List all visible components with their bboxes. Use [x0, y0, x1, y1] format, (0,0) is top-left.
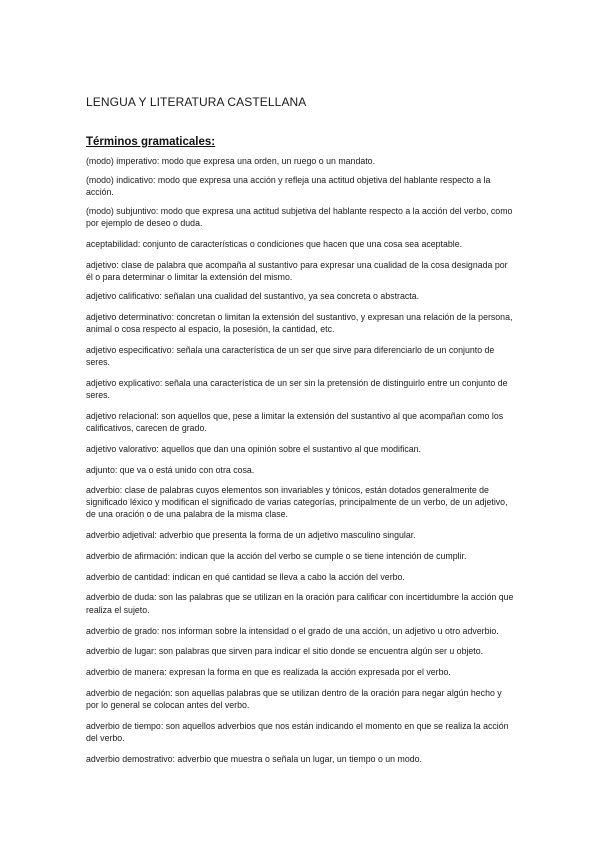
- glossary-entry: adverbio de tiempo: son aquellos adverbios que nos están indicando el momento en que se realiza la acción del verbo.: [86, 721, 509, 744]
- glossary-entry: (modo) subjuntivo: modo que expresa una actitud subjetiva del hablante respecto a la acción del verbo, como por ejemplo de deseo o duda.: [86, 205, 513, 229]
- glossary-entry: adjunto: que va o está unido con otra cosa.: [86, 464, 255, 475]
- glossary-entry: adjetivo relacional: son aquellos que, pese a limitar la extensión del sustantivo al que acompañan como los calificativos, carecen de grado.: [86, 410, 504, 434]
- glossary-entry: adjetivo valorativo: aquellos que dan una opinión sobre el sustantivo al que modifican.: [86, 444, 421, 455]
- glossary-list: [86, 155, 516, 774]
- glossary-entry: adjetivo: clase de palabra que acompaña al sustantivo para expresar una cualidad de la cosa designada por él o para determinar o limitar la extensión del mismo.: [86, 259, 508, 283]
- glossary-entry: adverbio de duda: son las palabras que se utilizan en la oración para calificar con incertidumbre la acción que realiza el sujeto.: [86, 592, 514, 615]
- glossary-entry: adjetivo determinativo: concretan o limitan la extensión del sustantivo, y expresan una relación de la persona, animal o cosa respecto al espacio, la posesión, la cantidad, etc.: [86, 311, 513, 334]
- glossary-entry: adverbio de negación: son aquellas palabras que se utilizan dentro de la oración para negar algún hecho y por lo general se colocan antes del verbo.: [86, 687, 502, 711]
- glossary-entry: adverbio de cantidad: indican en qué cantidad se lleva a cabo la acción del verbo.: [86, 571, 405, 582]
- glossary-entry: adjetivo explicativo: señala una característica de un ser sin la pretensión de distinguirlo entre un conjunto de seres.: [86, 377, 508, 401]
- document-title: LENGUA Y LITERATURA CASTELLANA: [86, 95, 307, 109]
- section-title: Términos gramaticales:: [86, 136, 216, 148]
- glossary-entry: adverbio de afirmación: indican que la acción del verbo se cumple o se tiene intención de cumplir.: [86, 550, 467, 561]
- glossary-entry: adverbio de grado: nos informan sobre la intensidad o el grado de una acción, un adjetivo u otro adverbio.: [86, 625, 499, 636]
- glossary-entry: adverbio de manera: expresan la forma en que es realizada la acción expresada por el verbo.: [86, 667, 451, 678]
- glossary-entry: adverbio: clase de palabras cuyos elementos son invariables y tónicos, están dotados generalmente de significado léxico y modifican el significado de varias categorías, principalmente de un verbo, de un adjetivo, de una oración o de una palabra de la misma clase.: [86, 484, 508, 520]
- glossary-entry: adjetivo calificativo: señalan una cualidad del sustantivo, ya sea concreta o abstracta.: [86, 290, 420, 301]
- glossary-entry: adjetivo especificativo: señala una característica de un ser que sirve para diferenciarlo de un conjunto de seres.: [86, 344, 495, 368]
- glossary-entry: adverbio demostrativo: adverbio que muestra o señala un lugar, un tiempo o un modo.: [86, 754, 422, 765]
- glossary-entry: aceptabilidad: conjunto de características o condiciones que hacen que una cosa sea aceptable.: [86, 238, 463, 249]
- glossary-entry: adverbio de lugar: son palabras que sirven para indicar el sitio donde se encuentra algún ser u objeto.: [86, 646, 484, 657]
- glossary-entry: adverbio adjetival: adverbio que presenta la forma de un adjetivo masculino singular.: [86, 530, 416, 541]
- glossary-entry: (modo) imperativo: modo que expresa una orden, un ruego o un mandato.: [86, 156, 376, 166]
- glossary-entry: (modo) indicativo: modo que expresa una acción y refleja una actitud objetiva del hablante respecto a la acción.: [86, 174, 491, 198]
